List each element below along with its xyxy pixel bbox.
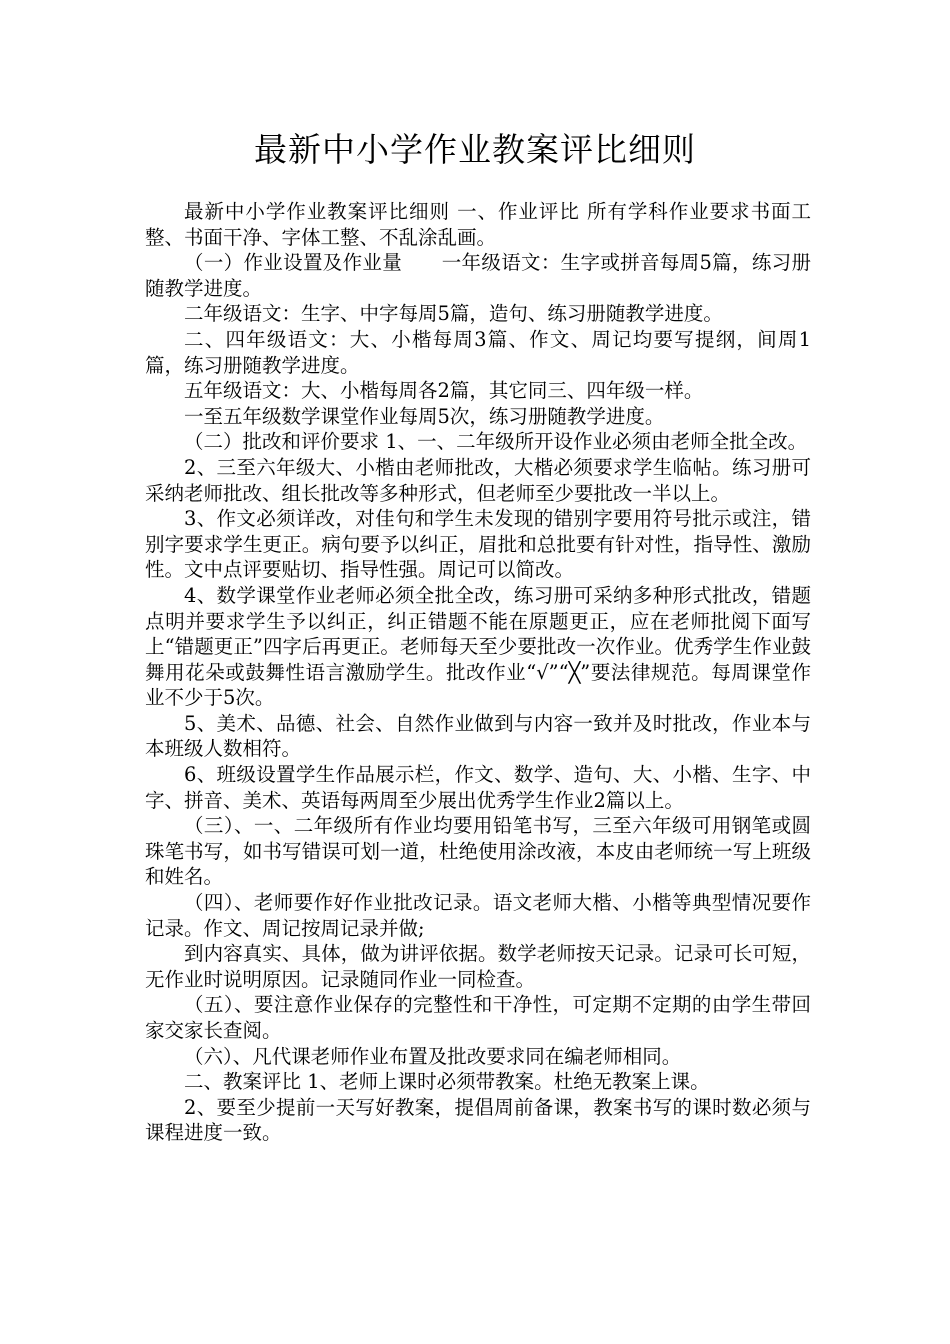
paragraph: 3、作文必须详改，对佳句和学生未发现的错别字要用符号批示或注，错别字要求学生更正。病句要予以纠正，眉批和总批要有针对性，指导性、激励性。文中点评要贴切、指导性强。周记可以简改。 [145,507,811,582]
paragraph: （三）、一、二年级所有作业均要用铅笔书写，三至六年级可用钢笔或圆珠笔书写，如书写错误可划一道，杜绝使用涂改液，本皮由老师统一写上班级和姓名。 [145,814,811,889]
paragraph: 一至五年级数学课堂作业每周5次，练习册随教学进度。 [184,404,665,428]
paragraph: 五年级语文：大、小楷每周各2篇，其它同三、四年级一样。 [184,379,704,403]
paragraph: （六）、凡代课老师作业布置及批改要求同在编老师相同。 [184,1044,682,1068]
document-title: 最新中小学作业教案评比细则 [254,130,696,169]
paragraph: 2、要至少提前一天写好教案，提倡周前备课，教案书写的课时数必须与课程进度一致。 [145,1095,811,1145]
paragraph: 2、三至六年级大、小楷由老师批改，大楷必须要求学生临帖。练习册可采纳老师批改、组长批改等多种形式，但老师至少要批改一半以上。 [145,455,811,505]
paragraph: 5、美术、品德、社会、自然作业做到与内容一致并及时批改，作业本与本班级人数相符。 [145,711,811,761]
paragraph: 二年级语文：生字、中字每周5篇，造句、练习册随教学进度。 [184,302,723,326]
paragraph: 到内容真实、具体，做为讲评依据。数学老师按天记录。记录可长可短，无作业时说明原因。记录随同作业一同检查。 [145,942,811,991]
paragraph: 最新中小学作业教案评比细则 一、作业评比 所有学科作业要求书面工整、书面干净、字体工整、不乱涂乱画。 [145,200,811,249]
paragraph: 二、教案评比 1、老师上课时必须带教案。杜绝无教案上课。 [184,1070,710,1094]
paragraph: 4、数学课堂作业老师必须全批全改，练习册可采纳多种形式批改，错题点明并要求学生予以纠正，纠正错题不能在原题更正，应在老师批阅下面写上“错题更正”四字后再更正。老师每天至少要批改一次作业。优秀学生作业鼓舞用花朵或鼓舞性语言激励学生。批改作业“√”“╳”要法律规范。每周课堂作业不少于5次。 [145,583,811,710]
paragraph: （五）、要注意作业保存的完整性和干净性，可定期不定期的由学生带回家交家长查阅。 [145,993,811,1042]
paragraph: （二）批改和评价要求 1、一、二年级所开设作业必须由老师全批全改。 [184,430,808,454]
paragraph: （一）作业设置及作业量 一年级语文：生字或拼音每周5篇，练习册随教学进度。 [145,251,811,300]
paragraph: 二、四年级语文：大、小楷每周3篇、作文、周记均要写提纲，间周1篇，练习册随教学进度。 [145,327,811,377]
paragraph: （四）、老师要作好作业批改记录。语文老师大楷、小楷等典型情况要作记录。作文、周记按周记录并做; [145,891,811,940]
paragraph: 6、班级设置学生作品展示栏，作文、数学、造句、大、小楷、生字、中字、拼音、美术、英语每两周至少展出优秀学生作业2篇以上。 [145,763,811,812]
document-body [145,199,811,1146]
